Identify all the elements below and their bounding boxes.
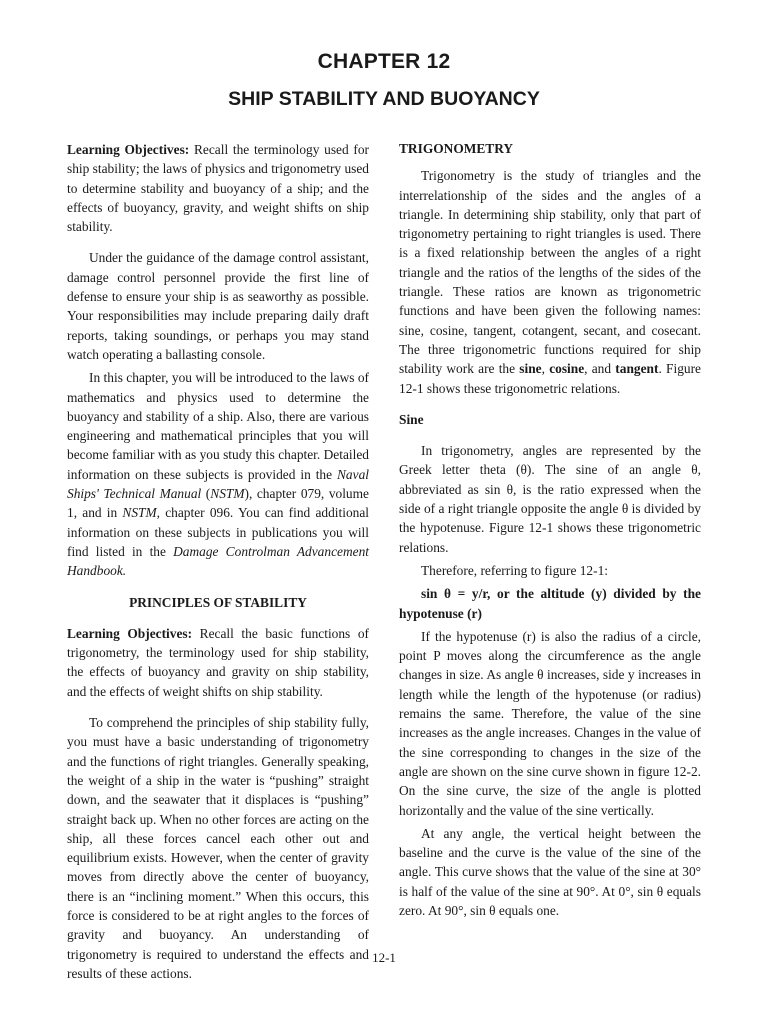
learning-objectives-label: Learning Objectives: [67, 625, 193, 641]
section-heading-trigonometry: TRIGONOMETRY [399, 141, 514, 156]
sine-formula: sin θ = y/r, or the altitude (y) divided by the hypotenuse (r) [399, 586, 701, 621]
principles-paragraph: To comprehend the principles of ship stability fully, you must have a basic understanding of trigonometry and the functions of right triangles. Generally speaking, the weight of a ship in the water is “pushing” straight down, and the seawater that it displaces is “pushing” straight back up. When no other forces are acting on the ship, all these forces cancel each other out and equilibrium exists. However, when the center of gravity moves from directly above the center of buoyancy, there is an “inclining moment.” When this occurs, this force is considered to be at right angles to the forces of gravity and buoyancy. An understanding of trigonometry is required to understand the effects and results of these actions. [67, 715, 369, 981]
section-heading-principles: PRINCIPLES OF STABILITY [129, 594, 307, 610]
chapter-title: SHIP STABILITY AND BUOYANCY [228, 88, 540, 110]
learning-objectives-label: Learning Objectives: [67, 142, 190, 157]
page-number: 12-1 [372, 950, 396, 965]
learning-objectives-principles [67, 624, 369, 701]
learning-objectives-text: Recall the terminology used for ship stability; the laws of physics and trigonometry used to determine stability and buoyancy of a ship; and the effects of buoyancy, gravity, and weight shifts on ship stability. [67, 142, 370, 235]
figure-reference-paragraph: Therefore, referring to figure 12-1: [421, 562, 609, 578]
handbook-reference: Damage Controlman Advancement Handbook. [67, 543, 369, 579]
subsection-heading-sine: Sine [399, 411, 424, 427]
intro-paragraph: Under the guidance of the damage control assistant, damage control personnel provide the first line of defense to ensure your ship is as seaworthy as possible. Your responsibilities may include preparing daily draft reports, taking soundings, or perhaps you may stand watch operating a ballasting console. [67, 250, 369, 362]
sine-definition-paragraph: In trigonometry, angles are represented by the Greek letter theta (θ). The sine of an angle θ, abbreviated as sin θ, is the ratio expressed when the side of a right triangle opposite the angle θ is divided by the hypotenuse. Figure 12-1 shows these trigonometric relations. [399, 443, 701, 555]
sine-curve-paragraph: If the hypotenuse (r) is also the radius of a circle, point P moves along the circumference as the angle changes in size. As angle θ increases, side y increases in length while the length of the hypotenuse (or radius) remains the same. Therefore, the value of the sine increases as the angle increases. Changes in the value of the sine corresponding to changes in the size of the angle are shown on the sine curve shown in figure 12-2. On the sine curve, the size of the angle is plotted horizontally and the value of the sine vertically. [399, 628, 701, 818]
nstm-reference: Naval Ships' Technical Manual [67, 466, 369, 502]
learning-objectives-intro [67, 140, 369, 236]
chapter-overview-paragraph: In this chapter, you will be introduced to the laws of mathematics and physics used to determine the buoyancy and stability of a ship. Also, there are various engineering and mathematical principles that you will become familiar with as you study this chapter. Detailed information on these subjects is provided in the Naval Ships' Technical Manual (NSTM), chapter 079, volume 1, and in NSTM, chapter 096. You can find additional information on these subjects in publications you will find listed in the Damage Controlman Advancement Handbook. [67, 370, 369, 579]
learning-objectives-text: Recall the basic functions of trigonometry, the terminology used for ship stability, the effects of buoyancy and gravity on ship stability, and the effects of weight shifts on ship stability. [67, 625, 369, 699]
chapter-label: CHAPTER 12 [317, 50, 451, 73]
trigonometry-paragraph: Trigonometry is the study of triangles and the interrelationship of the sides and the angles of a triangle. In determining ship stability, only that part of trigonometry pertaining to right triangles is used. There is a fixed relationship between the angles of a right triangle and the ratios of the lengths of the sides of the triangle. These ratios are known as trigonometric functions and have been given the following names: sine, cosine, tangent, cotangent, secant, and cosecant. The three trigonometric functions required for ship stability work are the sine, cosine, and tangent. Figure 12-1 shows these trigonometric relations. [399, 168, 701, 396]
right-column [399, 139, 701, 924]
sine-values-paragraph: At any angle, the vertical height between the baseline and the curve is the value of the sine of the angle. This curve shows that the value of the sine at 30° is half of the value of the sine at 90°. At 0°, sin θ equals zero. At 90°, sin θ equals one. [399, 825, 701, 918]
left-column [67, 140, 369, 987]
